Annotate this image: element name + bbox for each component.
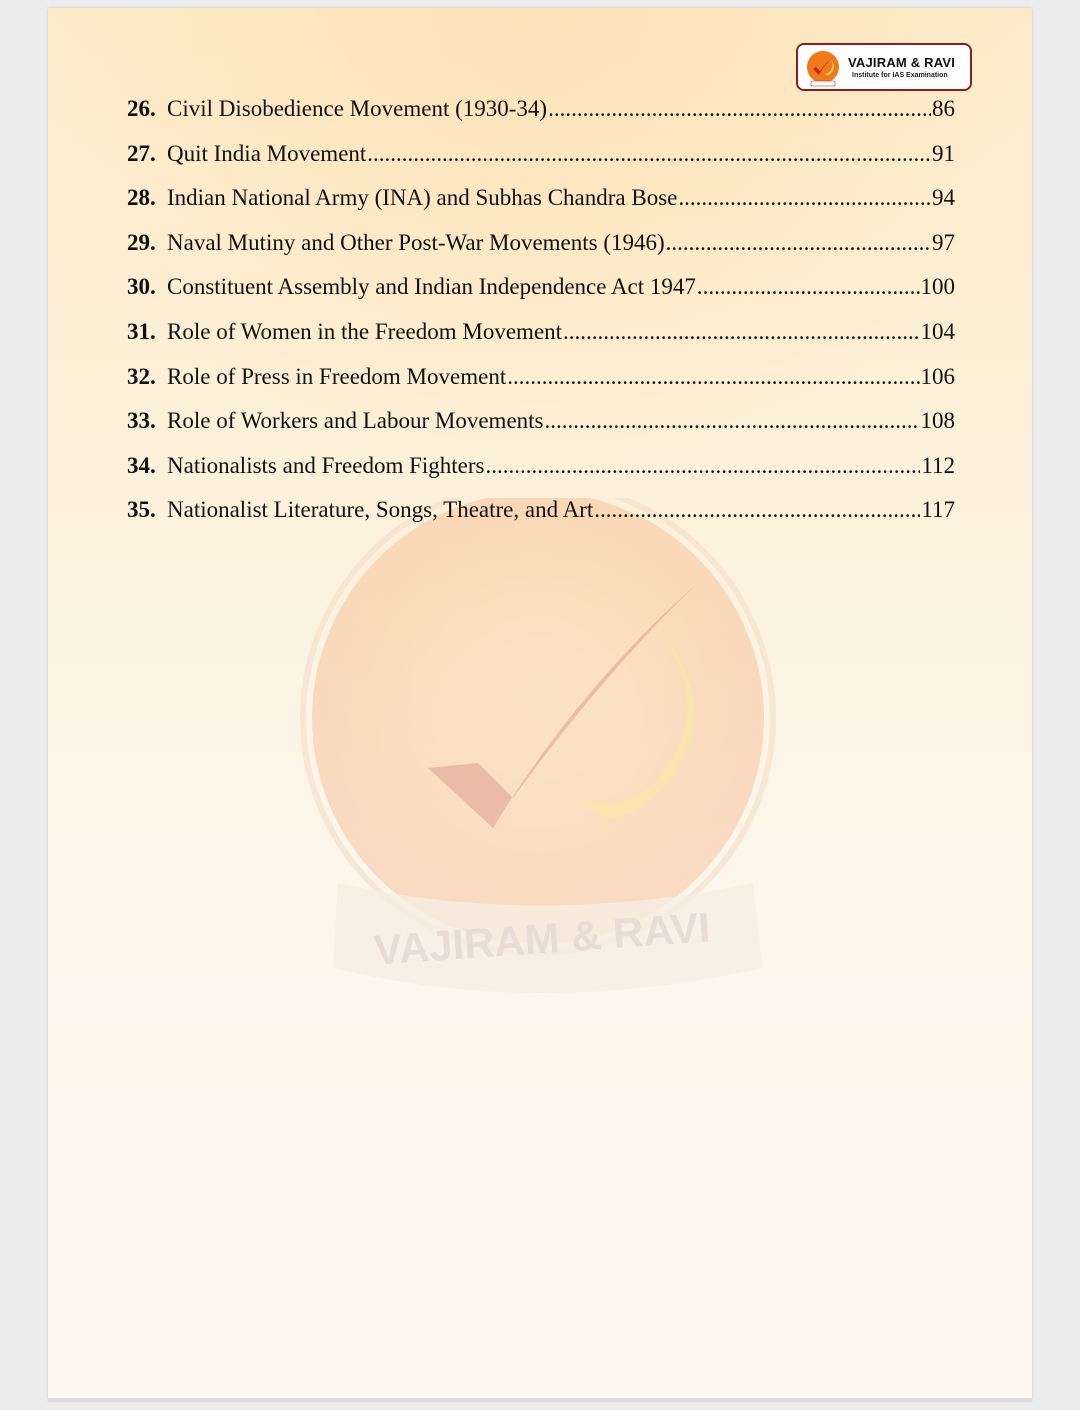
toc-entry-title: Quit India Movement	[167, 140, 367, 166]
table-of-contents	[127, 96, 955, 542]
page-bottom-edge	[48, 1398, 1032, 1402]
toc-entry-number: 31.	[127, 318, 156, 344]
toc-leader-dots	[563, 319, 919, 345]
logo-title: VAJIRAM & RAVI	[848, 55, 956, 70]
toc-entry-title: Indian National Army (INA) and Subhas Chandra Bose	[167, 185, 678, 211]
vajiram-ravi-watermark	[278, 498, 798, 1018]
toc-entry-number: 30.	[127, 274, 156, 300]
toc-entry-number: 33.	[127, 408, 156, 434]
toc-entry[interactable]	[127, 319, 955, 364]
toc-entry[interactable]	[127, 141, 955, 186]
toc-entry-page: 108	[920, 408, 955, 434]
toc-entry-title: Naval Mutiny and Other Post-War Movements (1946)	[167, 229, 665, 255]
toc-entry-number: 32.	[127, 363, 156, 389]
toc-entry-page: 86	[932, 96, 955, 121]
toc-entry-title: Nationalists and Freedom Fighters	[167, 452, 485, 478]
toc-entry-title: Role of Women in the Freedom Movement	[167, 318, 563, 344]
toc-entry-title: Role of Workers and Labour Movements	[167, 408, 544, 434]
toc-entry-title: Civil Disobedience Movement (1930-34)	[167, 96, 548, 121]
toc-entry-number: 34.	[127, 452, 156, 478]
header-logo	[796, 43, 972, 91]
toc-leader-dots	[678, 185, 931, 211]
toc-leader-dots	[666, 230, 931, 256]
toc-leader-dots	[486, 453, 921, 479]
toc-entry-page: 97	[932, 229, 955, 255]
toc-leader-dots	[545, 408, 920, 434]
toc-entry[interactable]	[127, 230, 955, 275]
toc-entry-number: 27.	[127, 140, 156, 166]
toc-entry-page: 100	[920, 274, 955, 300]
toc-entry-page: 106	[920, 363, 955, 389]
toc-entry-title: Nationalist Literature, Songs, Theatre, and Art	[167, 497, 594, 523]
toc-entry[interactable]	[127, 453, 955, 498]
toc-entry-title: Role of Press in Freedom Movement	[167, 363, 507, 389]
toc-entry-number: 26.	[127, 96, 156, 121]
toc-entry-page: 94	[932, 185, 955, 211]
watermark-text: VAJIRAM & RAVI	[372, 903, 712, 974]
toc-entry[interactable]	[127, 274, 955, 319]
toc-entry-number: 29.	[127, 229, 156, 255]
toc-leader-dots	[507, 364, 919, 390]
toc-entry-page: 91	[932, 140, 955, 166]
toc-entry-number: 35.	[127, 497, 156, 523]
toc-leader-dots	[697, 274, 920, 300]
toc-entry-title: Constituent Assembly and Indian Independence Act 1947	[167, 274, 696, 300]
toc-leader-dots	[594, 497, 920, 523]
toc-entry[interactable]	[127, 497, 955, 542]
toc-entry-page: 112	[921, 452, 955, 478]
document-page	[48, 8, 1032, 1400]
toc-leader-dots	[548, 96, 931, 122]
toc-entry-page: 104	[920, 318, 955, 344]
toc-leader-dots	[367, 141, 931, 167]
toc-entry[interactable]	[127, 364, 955, 409]
toc-entry[interactable]	[127, 408, 955, 453]
toc-entry-number: 28.	[127, 185, 156, 211]
logo-subtitle: Institute for IAS Examination	[852, 72, 948, 79]
logo-emblem-icon	[804, 49, 842, 87]
toc-entry[interactable]	[127, 96, 955, 141]
toc-entry-page: 117	[921, 497, 955, 523]
toc-entry[interactable]	[127, 185, 955, 230]
